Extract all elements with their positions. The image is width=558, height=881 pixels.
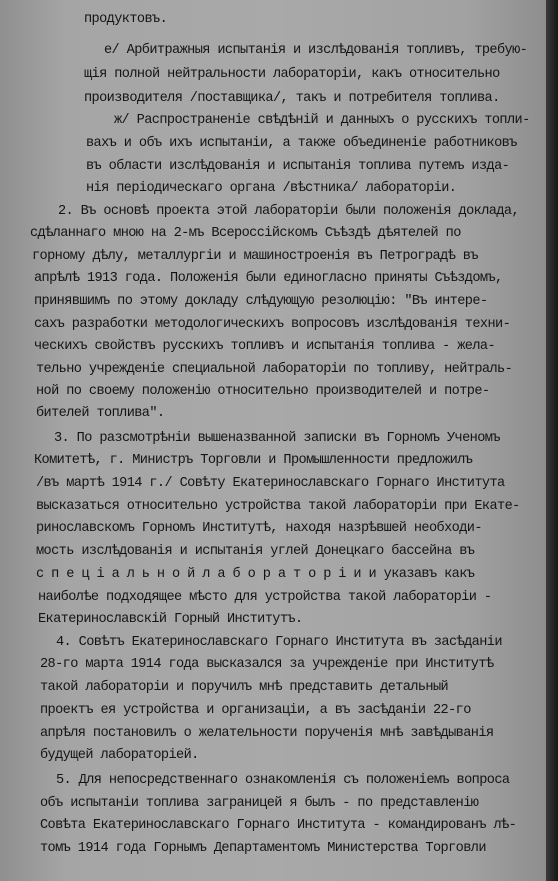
text-line: е/ Арбитражныя испытанія и изслѣдованія топливъ, требую- (104, 43, 528, 58)
text-line: /въ мартѣ 1914 г./ Совѣту Екатеринославскаго Горнаго Института (36, 476, 505, 491)
text-line: высказаться относительно устройства такой лабораторіи при Екате- (36, 499, 520, 514)
text-line: наиболѣе подходящее мѣсто для устройства такой лабораторіи - (38, 590, 492, 605)
text-line: Совѣта Екатеринославскаго Горнаго Института - командированъ лѣ- (40, 818, 517, 833)
text-line: Екатеринославскій Горный Институтъ. (38, 612, 303, 627)
text-line: 3. По разсмотрѣніи вышеназванной записки въ Горномъ Ученомъ (54, 431, 500, 446)
text-line: сахъ разработки методологическихъ вопросовъ изслѣдованія техни- (34, 317, 511, 332)
text-line: бителей топлива". (36, 406, 165, 421)
text-line: объ испытаніи топлива заграницей я былъ - по представленію (40, 796, 479, 811)
text-line: тельно учрежденіе специальной лабораторіи по топливу, нейтраль- (36, 362, 513, 377)
text-line: ринославскомъ Горномъ Институтѣ, находя назрѣвшей необходи- (36, 521, 482, 536)
text-line: будущей лабораторіей. (40, 748, 199, 763)
text-line: продуктовъ. (84, 12, 168, 27)
text-line: с п е ц і а л ь н о й л а б о р а т о р і и и указавъ какъ (36, 567, 475, 582)
text-line: производителя /поставщика/, такъ и потребителя топлива. (84, 91, 500, 106)
text-line: горному дѣлу, металлургіи и машиностроенія въ Петроградѣ въ (32, 249, 478, 264)
text-line: въ области изслѣдованія и испытанія топлива путемъ изда- (86, 159, 510, 174)
text-line: апрѣля постановилъ о желательности порученія мнѣ завѣдыванія (40, 726, 494, 741)
text-line: ческихъ свойствъ русскихъ топливъ и испытанія топлива - жела- (34, 339, 496, 354)
page-edge-shadow (546, 0, 558, 881)
text-line: такой лабораторіи и поручилъ мнѣ представить детальный (40, 680, 449, 695)
text-line: нія періодическаго органа /вѣстника/ лабораторіи. (86, 181, 457, 196)
text-line: ной по своему положенію относительно производителей и потре- (36, 384, 490, 399)
text-line: 28-го марта 1914 года высказался за учрежденіе при Институтѣ (40, 657, 494, 672)
text-line: мость изслѣдованія и испытанія углей Донецкаго бассейна въ (36, 544, 475, 559)
text-line: 2. Въ основѣ проекта этой лабораторіи были положенія доклада, (58, 204, 520, 219)
text-line: щія полной нейтральности лабораторіи, какъ относительно (84, 67, 500, 82)
text-line: принявшимъ по этому докладу слѣдующую резолюцію: "Въ интере- (34, 294, 488, 309)
text-line: ж/ Распространеніе свѣдѣній и данныхъ о русскихъ топли- (114, 113, 530, 128)
text-line: апрѣлѣ 1913 года. Положенія были единогласно приняты Съѣздомъ, (34, 271, 503, 286)
text-line: сдѣланнаго мною на 2-мъ Всероссійскомъ Съѣздѣ дѣятелей по (30, 226, 461, 241)
text-line: проектъ ея устройства и организаціи, а въ засѣданіи 22-го (40, 703, 471, 718)
text-line: томъ 1914 года Горнымъ Департаментомъ Министерства Торговли (40, 841, 486, 856)
text-line: Комитетѣ, г. Министръ Торговли и Промышленности предложилъ (34, 453, 473, 468)
text-line: 5. Для непосредственнаго ознакомленія съ положеніемъ вопроса (56, 773, 510, 788)
text-line: вахъ и объ ихъ испытаніи, а также объединеніе работниковъ (86, 136, 517, 151)
text-line: 4. Совѣтъ Екатеринославскаго Горнаго Института въ засѣданіи (56, 635, 502, 650)
